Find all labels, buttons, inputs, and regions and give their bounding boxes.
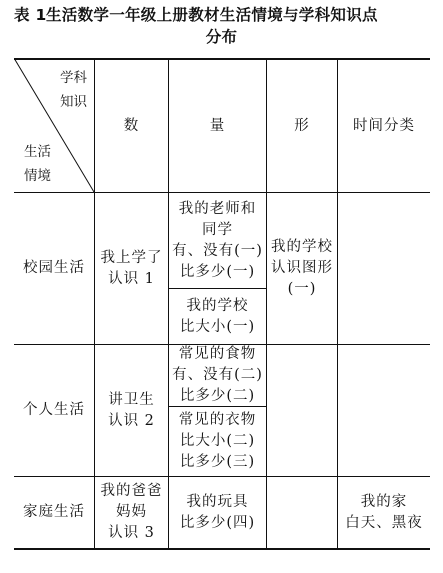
row1-quantity-upper-line: 同学 — [202, 221, 233, 238]
corner-subject-line-1: 学科 — [60, 70, 87, 86]
row1-quantity-lower-line: 比大小(一) — [179, 318, 256, 335]
corner-situation-line-2: 情境 — [24, 168, 51, 184]
row1-shape-line: 认识图形 — [271, 260, 333, 276]
row2-number-line: 讲卫生 — [108, 391, 155, 408]
row3-situation-text: 家庭生活 — [23, 504, 85, 520]
row2-shape — [267, 345, 337, 476]
row2-situation-text: 个人生活 — [23, 402, 85, 418]
distribution-table — [14, 58, 430, 550]
row3-quantity — [169, 477, 266, 548]
row3-quantity-line: 比多少(四) — [179, 514, 256, 531]
header-number — [95, 60, 168, 192]
header-quantity-text: 量 — [209, 117, 226, 134]
row3-quantity-line: 我的玩具 — [186, 493, 249, 510]
row2-quantity-lower-line: 常见的衣物 — [178, 412, 257, 428]
row1-shape-line: (一) — [287, 281, 317, 297]
row1-shape-line: 我的学校 — [271, 239, 333, 255]
row1-quantity-upper-line: 比多少(一) — [179, 263, 256, 280]
row2-quantity-lower — [169, 407, 266, 476]
row1-time — [338, 193, 430, 344]
row1-shape — [267, 193, 337, 344]
table-caption — [0, 4, 443, 48]
row1-number — [95, 193, 168, 344]
row3-number — [95, 477, 168, 548]
row2-time — [338, 345, 430, 476]
row3-shape — [267, 477, 337, 548]
header-time-text: 时间分类 — [353, 117, 415, 134]
caption-title-line-2: 分布 — [205, 28, 238, 46]
row1-quantity-upper — [169, 193, 266, 288]
row3-situation — [14, 477, 94, 548]
header-number-text: 数 — [123, 117, 140, 134]
row2-quantity-lower-line: 比多少(三) — [179, 454, 256, 470]
corner-situation-line-1: 生活 — [24, 144, 51, 160]
corner-subject-line-2: 知识 — [60, 94, 87, 110]
row2-situation — [14, 345, 94, 476]
row1-situation-text: 校园生活 — [23, 260, 85, 276]
caption-label: 表 1 — [14, 6, 47, 24]
row1-quantity-lower — [169, 289, 266, 344]
row2-quantity-upper-line: 常见的食物 — [178, 346, 257, 362]
row3-time-line: 我的家 — [360, 493, 408, 510]
header-quantity — [169, 60, 266, 192]
header-shape-text: 形 — [294, 117, 310, 134]
table-bottom-rule — [14, 548, 430, 550]
row2-quantity-upper — [169, 345, 266, 406]
row3-number-line: 认识 3 — [108, 525, 155, 541]
row2-number — [95, 345, 168, 476]
header-time — [338, 60, 430, 192]
row1-quantity-upper-line: 有、没有(一) — [172, 242, 263, 259]
row3-time — [338, 477, 430, 548]
caption-title-line-1: 生活数学一年级上册教材生活情境与学科知识点 — [46, 6, 378, 24]
row1-number-line: 认识 1 — [108, 270, 155, 287]
row3-number-line: 妈妈 — [116, 504, 147, 520]
row2-quantity-upper-line: 有、没有(二) — [172, 367, 263, 383]
row2-number-line: 认识 2 — [108, 412, 155, 429]
row1-number-line: 我上学了 — [100, 249, 163, 266]
row1-situation — [14, 193, 94, 344]
corner-subject-label — [60, 66, 87, 114]
row1-quantity-lower-line: 我的学校 — [186, 297, 249, 314]
row2-quantity-lower-line: 比大小(二) — [179, 433, 256, 449]
row1-quantity-upper-line: 我的老师和 — [178, 200, 257, 217]
row3-time-line: 白天、黑夜 — [345, 514, 423, 531]
row3-number-line: 我的爸爸 — [100, 483, 163, 499]
header-shape — [267, 60, 337, 192]
row2-quantity-upper-line: 比多少(二) — [179, 388, 256, 404]
corner-situation-label — [24, 140, 51, 188]
